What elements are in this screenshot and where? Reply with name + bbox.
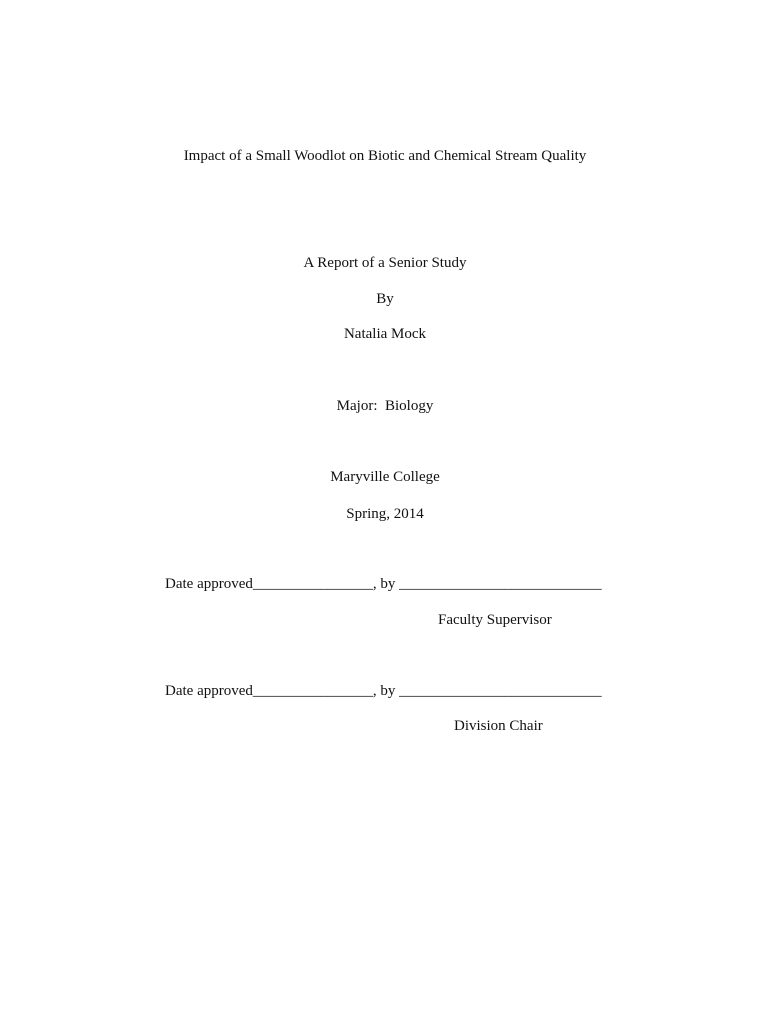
approval-role-faculty: Faculty Supervisor (438, 612, 552, 628)
term-date: Spring, 2014 (346, 506, 424, 522)
by-label: By (376, 291, 394, 307)
document-title: Impact of a Small Woodlot on Biotic and Chemical Stream Quality (183, 148, 587, 164)
approval-line-division: Date approved________________, by ___________________________ (165, 683, 602, 699)
report-type: A Report of a Senior Study (303, 255, 467, 271)
institution-name: Maryville College (330, 469, 440, 485)
approval-role-division: Division Chair (454, 718, 543, 734)
major-label: Major: Biology (336, 398, 434, 414)
author-name: Natalia Mock (343, 326, 427, 342)
approval-line-faculty: Date approved________________, by ___________________________ (165, 576, 602, 592)
